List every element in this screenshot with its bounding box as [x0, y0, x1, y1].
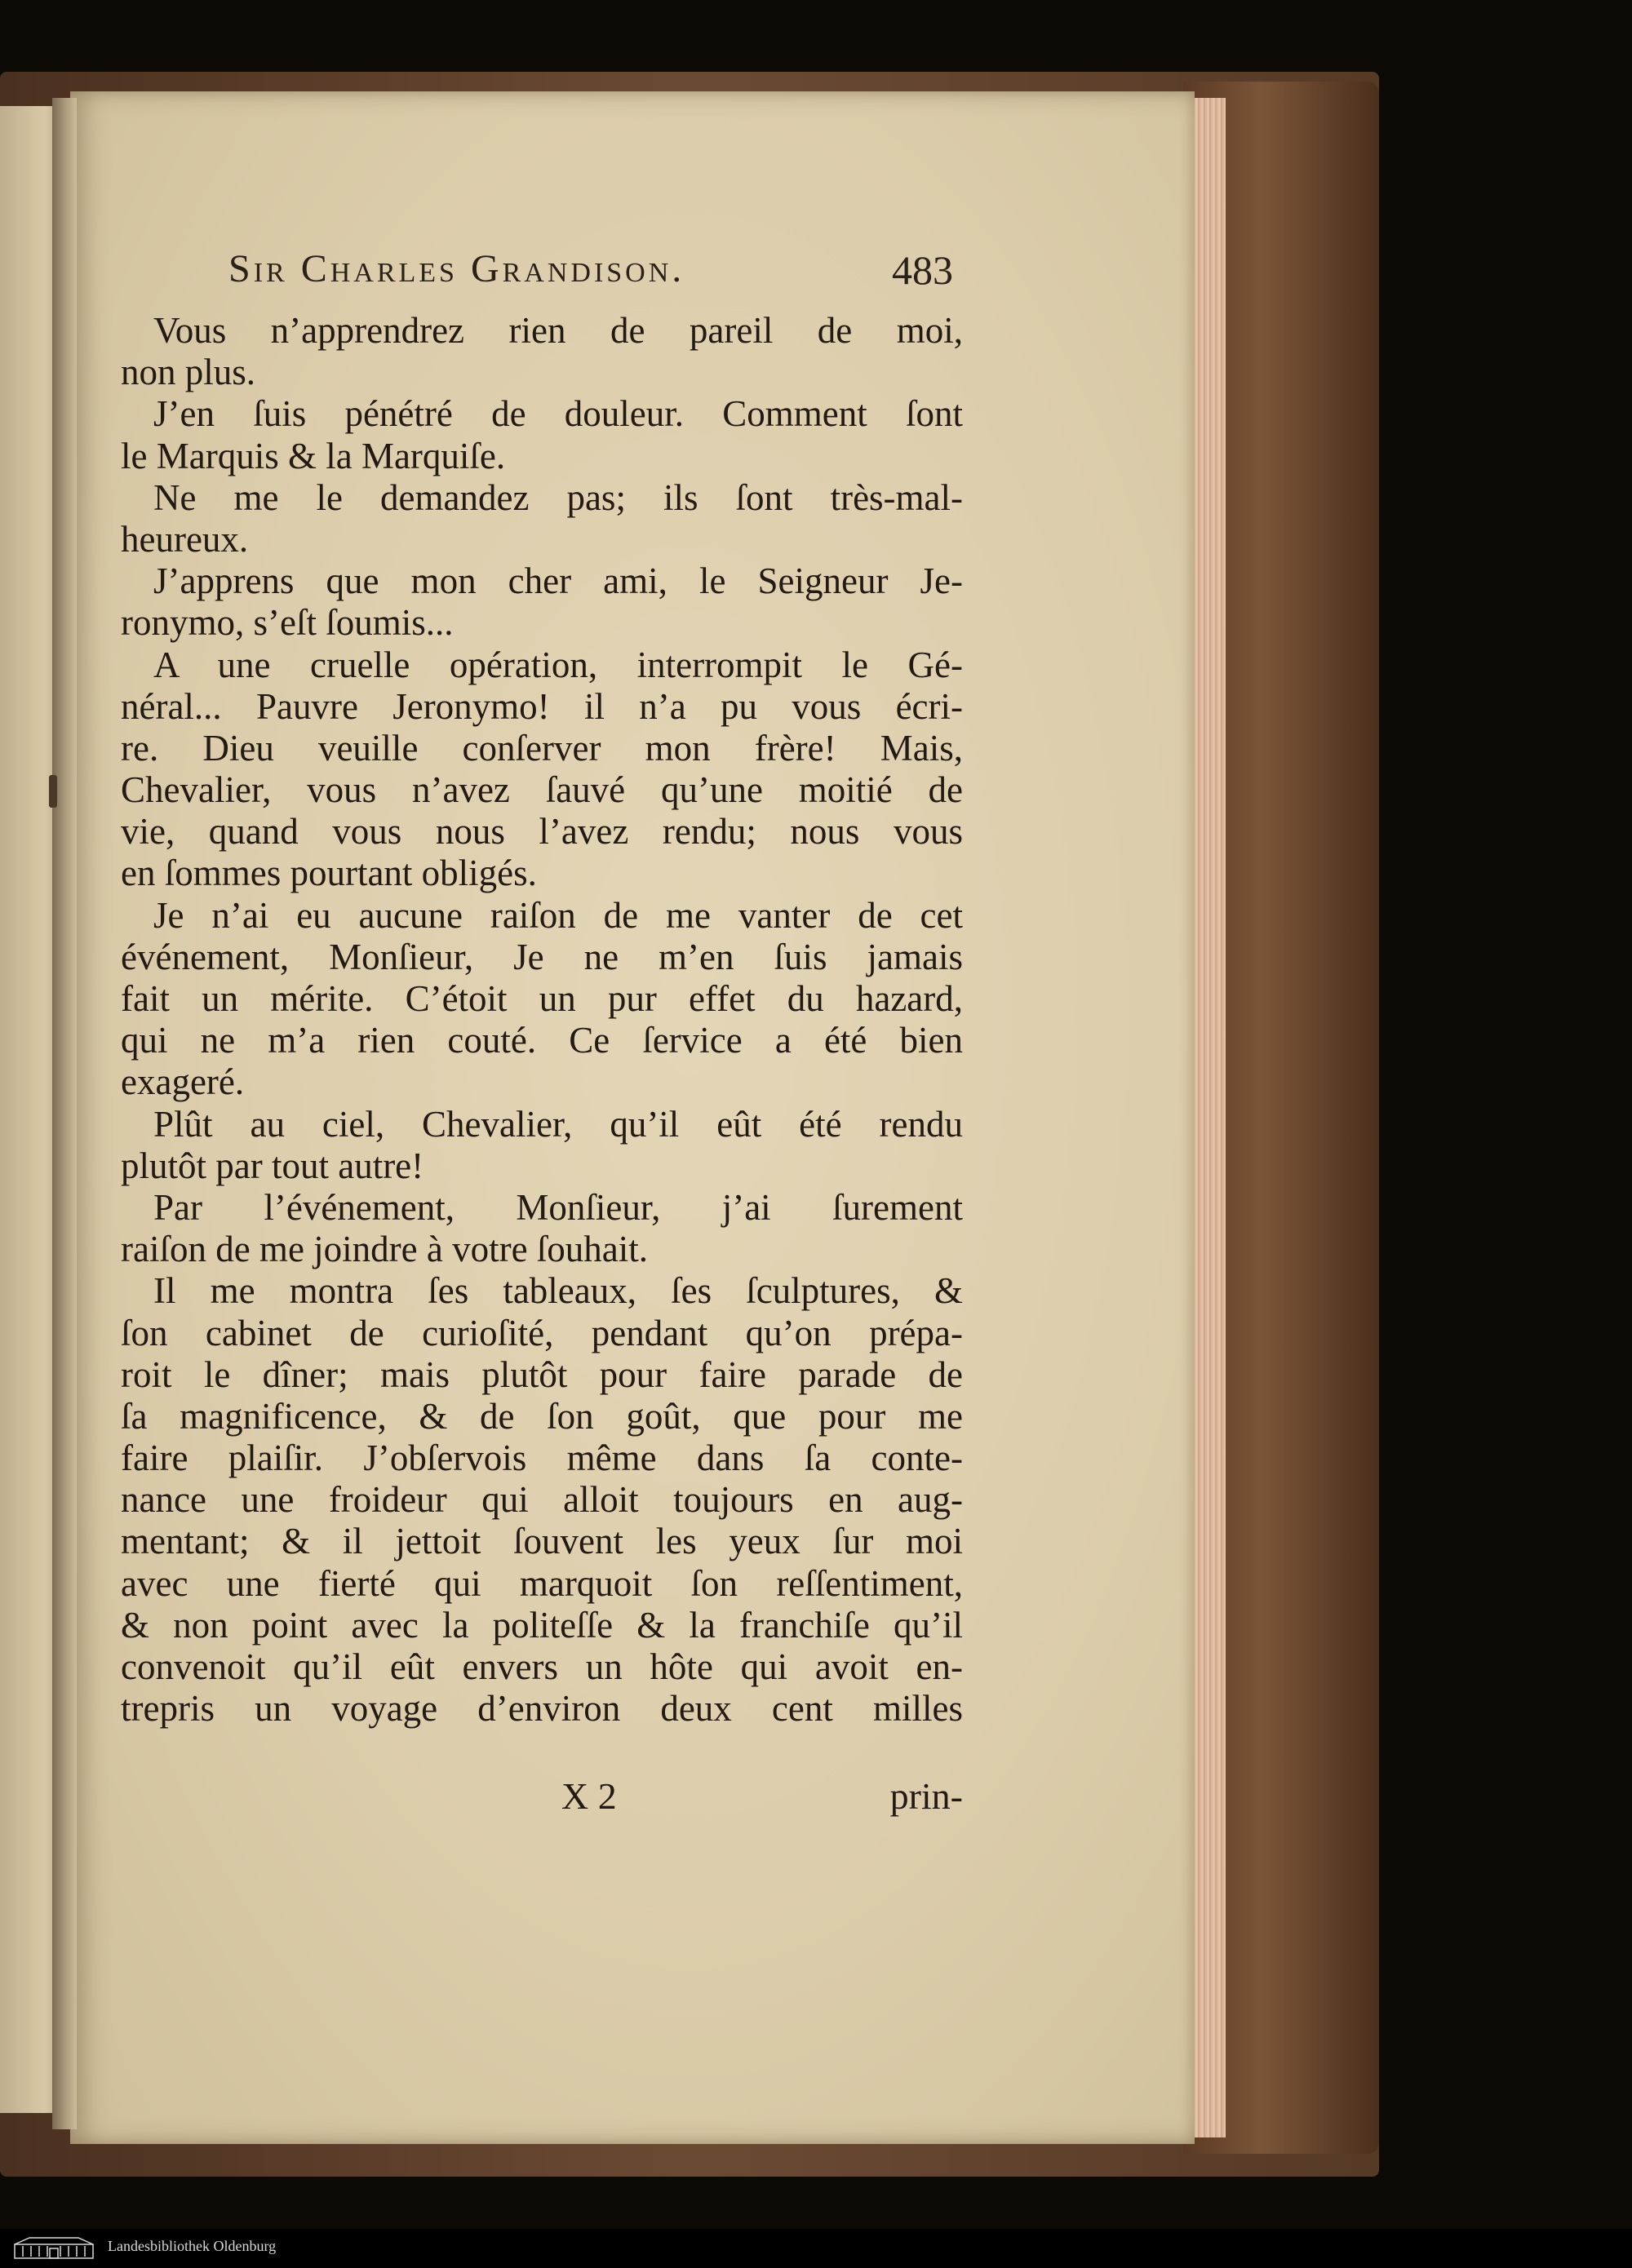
- text-line: Ne me le demandez pas; ils ſont très-mal-: [153, 476, 963, 518]
- text-line: roit le dîner; mais plutôt pour faire parade de: [121, 1353, 963, 1395]
- text-line: en ſommes pourtant obligés.: [121, 853, 537, 894]
- text-line: non plus.: [121, 352, 256, 393]
- text-line: Chevalier, vous n’avez ſauvé qu’une moitié de: [121, 769, 963, 811]
- text-line: fait un mérite. C’étoit un pur effet du hazard,: [121, 978, 963, 1019]
- running-head: [155, 237, 963, 302]
- text-line: J’apprens que mon cher ami, le Seigneur Je-: [153, 560, 963, 602]
- text-line: vie, quand vous nous l’avez rendu; nous vous: [121, 811, 963, 853]
- text-line: faire plaiſir. J’obſervois même dans ſa conte-: [121, 1437, 963, 1479]
- text-line: qui ne m’a rien couté. Ce ſervice a été bien: [121, 1020, 963, 1061]
- page-stain: [49, 775, 57, 808]
- catchword: prin-: [889, 1775, 963, 1817]
- text-line: ſa magnificence, & de ſon goût, que pour me: [121, 1395, 963, 1437]
- text-line: Je n’ai eu aucune raiſon de me vanter de cet: [153, 894, 963, 936]
- text-line: événement, Monſieur, Je ne m’en ſuis jamais: [121, 936, 963, 977]
- running-title: Sir Charles Grandison.: [228, 247, 685, 290]
- text-line: A une cruelle opération, interrompit le Gé-: [153, 644, 963, 685]
- watermark-bar: [0, 2229, 1632, 2268]
- text-line: ſon cabinet de curioſité, pendant qu’on prépa-: [121, 1312, 963, 1353]
- text-line: plutôt par tout autre!: [121, 1145, 424, 1186]
- text-line: heureux.: [121, 518, 249, 560]
- library-building-icon: [13, 2235, 95, 2260]
- text-line: Par l’événement, Monſieur, j’ai ſurement: [153, 1186, 963, 1228]
- signature-line: [121, 1774, 963, 1823]
- library-name: Landesbibliothek Oldenburg: [108, 2238, 277, 2254]
- text-line: nance une froideur qui alloit toujours en aug-: [121, 1479, 963, 1521]
- text-line: avec une fierté qui marquoit ſon reſſentiment,: [121, 1562, 963, 1604]
- text-line: raiſon de me joindre à votre ſouhait.: [121, 1229, 649, 1270]
- page-number: 483: [892, 247, 953, 293]
- text-line: Vous n’apprendrez rien de pareil de moi,: [153, 310, 963, 351]
- text-line: re. Dieu veuille conſerver mon frère! Mais,: [121, 727, 963, 769]
- text-line: & non point avec la politeſſe & la franchiſe qu’il: [121, 1604, 963, 1646]
- text-line: néral... Pauvre Jeronymo! il n’a pu vous écri-: [121, 685, 963, 727]
- text-line: mentant; & il jettoit ſouvent les yeux ſur moi: [121, 1521, 963, 1562]
- text-line: exageré.: [121, 1061, 245, 1103]
- text-line: convenoit qu’il eût envers un hôte qui avoit en-: [121, 1646, 963, 1687]
- text-line: Il me montra ſes tableaux, ſes ſculptures, &: [153, 1270, 963, 1312]
- gutter: [52, 98, 77, 2129]
- signature-mark: X 2: [561, 1775, 617, 1817]
- text-line: le Marquis & la Marquiſe.: [121, 435, 506, 476]
- text-line: trepris un voyage d’environ deux cent milles: [121, 1688, 963, 1730]
- text-line: Plût au ciel, Chevalier, qu’il eût été rendu: [153, 1103, 963, 1145]
- text-line: J’en ſuis pénétré de douleur. Comment ſont: [153, 393, 963, 435]
- text-block: [121, 310, 963, 1730]
- text-line: ronymo, s’eſt ſoumis...: [121, 602, 454, 644]
